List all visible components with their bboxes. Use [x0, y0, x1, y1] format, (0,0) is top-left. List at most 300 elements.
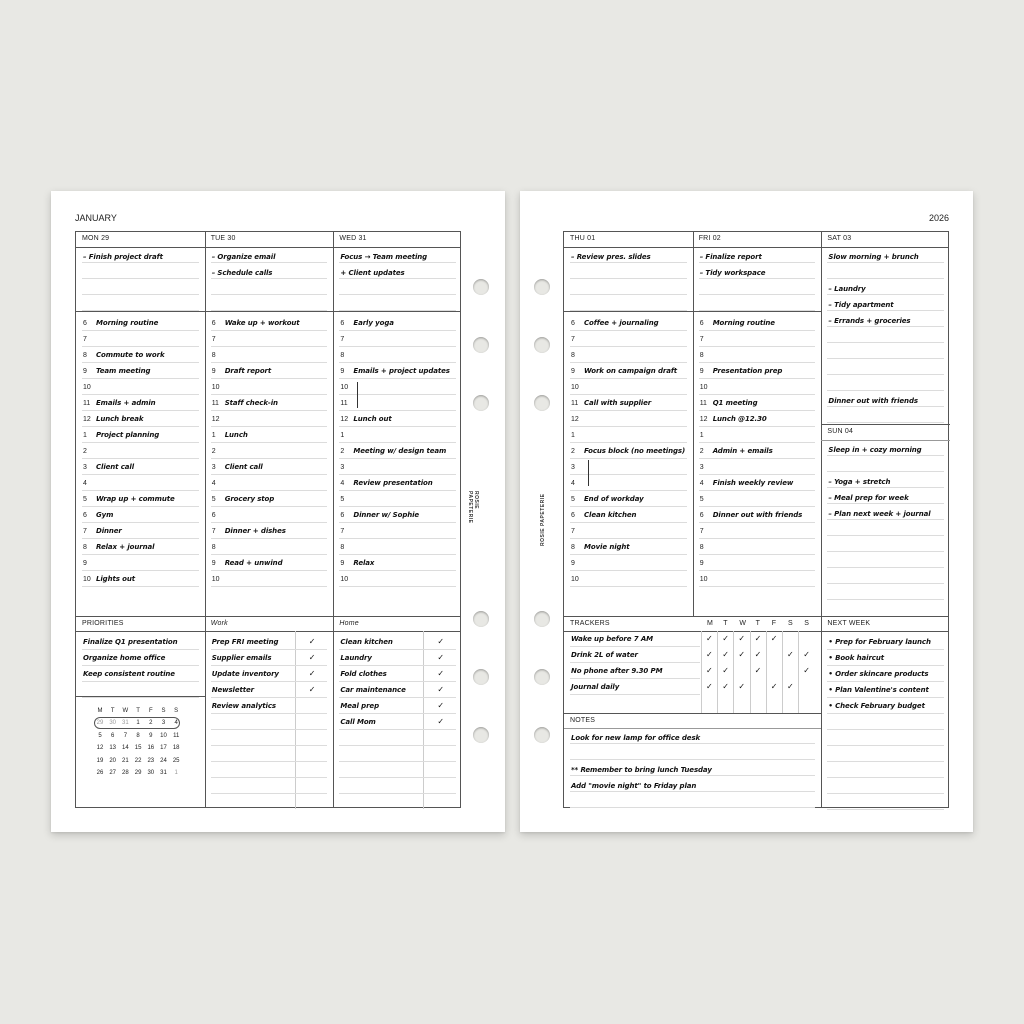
hour-label: 11 [211, 400, 219, 407]
calendar-day[interactable]: 31 [122, 720, 129, 726]
day-note: – Yoga + stretch [828, 478, 891, 486]
calendar-day[interactable]: 29 [96, 720, 104, 726]
hour-label: 8 [699, 544, 704, 551]
calendar-day[interactable]: 24 [160, 757, 167, 764]
rule-line [570, 662, 700, 663]
hour-label: 6 [699, 320, 704, 327]
day-note: – Tidy apartment [828, 301, 894, 309]
divider [564, 247, 948, 248]
tracker-col [733, 631, 734, 713]
calendar-day[interactable]: 11 [173, 732, 180, 739]
rule-line [570, 490, 687, 491]
task-item: Clean kitchen [340, 638, 393, 646]
rule-line [827, 583, 944, 584]
rule-line [82, 474, 199, 475]
binder-hole [534, 611, 550, 627]
rule-line [339, 745, 456, 746]
day-header: MON 29 [82, 235, 110, 242]
hour-entry: Presentation prep [712, 367, 783, 375]
rule-line [339, 665, 456, 666]
hour-label: 5 [571, 496, 575, 503]
rule-line [82, 394, 199, 395]
rule-line [339, 713, 456, 714]
rule-line [211, 378, 328, 379]
rule-line [211, 745, 328, 746]
trackers-header: TRACKERS [570, 620, 610, 627]
rule-line [570, 378, 687, 379]
rule-line [570, 294, 687, 295]
rule-line [827, 326, 944, 327]
hour-label: 5 [699, 496, 704, 503]
rule-line [211, 649, 328, 650]
hour-label: 7 [571, 528, 575, 535]
rule-line [570, 538, 687, 539]
hour-label: 8 [83, 352, 87, 359]
divider [693, 232, 694, 616]
calendar-day[interactable]: 18 [172, 745, 180, 751]
hour-label: 8 [699, 352, 704, 359]
rule-line [827, 713, 944, 714]
rule-line [827, 310, 944, 311]
calendar-day[interactable]: 10 [160, 732, 167, 739]
hour-label: 11 [340, 400, 348, 407]
rule-line [339, 697, 456, 698]
rule-line [82, 346, 199, 347]
hour-entry: Dinner out with friends [712, 511, 803, 519]
tracker-check: ✓ [722, 650, 729, 659]
rule-line [339, 346, 456, 347]
divider [821, 424, 950, 425]
rule-line [82, 362, 199, 363]
hour-entry: Clean kitchen [584, 511, 637, 519]
day-note: – Plan next week + journal [828, 510, 931, 518]
rule-line [339, 490, 456, 491]
tracker-label: Journal daily [571, 683, 620, 691]
hour-label: 6 [340, 320, 345, 327]
rule-line [339, 681, 456, 682]
rule-line [82, 378, 199, 379]
rule-line [827, 358, 944, 359]
hour-label: 8 [571, 352, 575, 359]
rule-line [827, 599, 944, 600]
hour-label: 4 [571, 480, 575, 487]
check-mark: ✓ [437, 717, 445, 726]
calendar-weekday: W [122, 708, 129, 714]
hour-label: 3 [211, 464, 216, 471]
tracker-check: ✓ [706, 650, 713, 659]
hour-entry: End of workday [584, 495, 644, 503]
hour-label: 6 [83, 512, 87, 519]
rule-line [699, 426, 816, 427]
rule-line [827, 374, 944, 375]
hour-entry: Staff check-in [224, 399, 278, 407]
hour-label: 7 [83, 336, 87, 343]
hour-label: 4 [340, 480, 345, 487]
rule-line [339, 262, 456, 263]
hour-entry: Review presentation [353, 479, 433, 487]
rule-line [82, 410, 199, 411]
day-note: – Laundry [828, 285, 866, 293]
tracker-check: ✓ [706, 682, 713, 691]
rule-line [570, 442, 687, 443]
divider [205, 232, 206, 807]
hour-label: 1 [83, 432, 87, 439]
hour-label: 8 [340, 544, 345, 551]
calendar-day[interactable]: 30 [147, 770, 155, 776]
tracker-check: ✓ [722, 666, 729, 675]
calendar-day[interactable]: 29 [134, 770, 142, 776]
tracker-check: ✓ [722, 634, 729, 643]
hour-label: 10 [340, 384, 349, 391]
rule-line [827, 294, 944, 295]
hour-label: 9 [340, 560, 345, 567]
calendar-weekday: S [161, 708, 166, 714]
hour-label: 5 [211, 496, 216, 503]
calendar-day[interactable]: 23 [147, 757, 155, 764]
rule-line [570, 330, 687, 331]
rule-line [570, 262, 687, 263]
task-item: Supplier emails [211, 654, 272, 662]
calendar-day[interactable]: 28 [122, 770, 129, 776]
rule-line [699, 538, 816, 539]
calendar-day[interactable]: 20 [109, 757, 117, 764]
tracker-check: ✓ [754, 634, 762, 643]
rule-line [827, 551, 944, 552]
calendar-weekday: T [136, 708, 140, 714]
rule-line [827, 793, 944, 794]
calendar-day[interactable]: 9 [149, 732, 153, 739]
task-item: Car maintenance [340, 686, 406, 694]
calendar-day[interactable]: 30 [109, 720, 117, 726]
tracker-day: S [804, 620, 810, 627]
rule-line [211, 554, 328, 555]
divider [76, 616, 460, 617]
calendar-day[interactable]: 25 [172, 757, 180, 764]
calendar-day[interactable]: 1 [136, 720, 140, 726]
rule-line [211, 262, 328, 263]
divider [564, 631, 948, 632]
divider [564, 616, 948, 617]
calendar-day[interactable]: 5 [98, 732, 102, 739]
rule-line [82, 586, 199, 587]
rule-line [339, 522, 456, 523]
hour-label: 1 [211, 432, 216, 439]
month-title: JANUARY [75, 213, 117, 223]
tracker-check: ✓ [770, 682, 778, 691]
tracker-check: ✓ [787, 650, 794, 659]
calendar-day[interactable]: 6 [111, 732, 115, 739]
rule-line [82, 490, 199, 491]
task-item: Laundry [340, 654, 372, 662]
rule-line [699, 474, 816, 475]
tracker-check: ✓ [787, 682, 794, 691]
rule-line [82, 278, 199, 279]
divider [76, 247, 460, 248]
rule-line [211, 522, 328, 523]
note-item: Look for new lamp for office desk [571, 734, 701, 742]
hour-label: 6 [83, 320, 87, 327]
rule-line [211, 761, 328, 762]
rule-line [570, 506, 687, 507]
divider [564, 713, 821, 714]
rule-line [339, 777, 456, 778]
next-week-item: • Check February budget [828, 702, 925, 710]
tracker-day: M [707, 620, 714, 627]
divider [76, 696, 205, 697]
calendar-day[interactable]: 13 [109, 745, 117, 751]
tracker-col [766, 631, 767, 713]
hour-label: 10 [211, 576, 220, 583]
hour-label: 9 [340, 368, 345, 375]
hour-label: 8 [211, 352, 216, 359]
tracker-col [717, 631, 718, 713]
calendar-day[interactable]: 4 [174, 720, 178, 726]
hour-entry: Dinner w/ Sophie [353, 511, 420, 519]
hour-entry: Dinner [96, 527, 122, 535]
rule-line [570, 426, 687, 427]
hour-entry: Wake up + workout [224, 319, 300, 327]
list-header: Work [210, 620, 228, 627]
hour-label: 6 [571, 320, 575, 327]
rule-line [339, 729, 456, 730]
tracker-day: F [771, 620, 777, 627]
tracker-check: ✓ [706, 666, 713, 675]
hour-label: 7 [699, 528, 704, 535]
rule-line [82, 506, 199, 507]
rule-line [570, 646, 700, 647]
calendar-day[interactable]: 21 [122, 757, 129, 764]
calendar-weekday: F [148, 708, 153, 714]
rule-line [827, 567, 944, 568]
check-mark: ✓ [308, 685, 316, 694]
hour-label: 7 [83, 528, 87, 535]
calendar-day[interactable]: 8 [136, 732, 140, 739]
calendar-day[interactable]: 16 [147, 745, 155, 751]
tracker-check: ✓ [754, 650, 762, 659]
rule-line [699, 442, 816, 443]
rule-line [211, 713, 328, 714]
hour-label: 12 [211, 416, 220, 423]
priorities-header: PRIORITIES [82, 620, 124, 627]
hour-label: 10 [699, 576, 708, 583]
rule-line [570, 694, 700, 695]
binder-hole [534, 669, 550, 685]
tracker-day: S [788, 620, 793, 627]
hour-label: 10 [571, 576, 579, 583]
rule-line [570, 394, 687, 395]
calendar-day[interactable]: 7 [123, 732, 128, 739]
tracker-day: T [723, 620, 728, 627]
hour-entry: Gym [96, 511, 114, 519]
binder-hole [473, 337, 489, 353]
rule-line [211, 777, 328, 778]
priority-item: Keep consistent routine [83, 670, 175, 678]
rule-line [827, 406, 944, 407]
divider [295, 631, 296, 809]
hour-entry: Q1 meeting [712, 399, 758, 407]
day-note: Slow morning + brunch [828, 253, 919, 261]
rule-line [211, 474, 328, 475]
planner-page-left [51, 191, 505, 832]
rule-line [82, 426, 199, 427]
day-note: – Finish project draft [83, 253, 163, 261]
hour-entry: Early yoga [353, 319, 394, 327]
hour-entry: Finish weekly review [712, 479, 794, 487]
year-title: 2026 [929, 213, 950, 223]
rule-line [827, 777, 944, 778]
calendar-weekday: M [97, 708, 103, 714]
rule-line [699, 362, 816, 363]
divider [821, 440, 950, 441]
rule-line [82, 649, 199, 650]
rule-line [211, 665, 328, 666]
rule-line [211, 458, 328, 459]
rule-line [699, 490, 816, 491]
rule-line [339, 426, 456, 427]
calendar-day[interactable]: 12 [96, 745, 104, 751]
rule-line [827, 342, 944, 343]
rule-line [699, 278, 816, 279]
tracker-label: No phone after 9.30 PM [571, 667, 663, 675]
hour-label: 11 [571, 400, 579, 407]
binder-hole [473, 727, 489, 743]
divider [821, 232, 822, 807]
calendar-day[interactable]: 15 [134, 745, 142, 751]
week-grid-right [563, 231, 949, 808]
calendar-day[interactable]: 31 [160, 770, 167, 776]
rule-line [827, 278, 944, 279]
hour-label: 8 [211, 544, 216, 551]
check-mark: ✓ [437, 653, 445, 662]
rule-line [339, 649, 456, 650]
next-week-item: • Plan Valentine's content [828, 686, 929, 694]
rule-line [339, 442, 456, 443]
rule-line [827, 809, 944, 810]
calendar-day[interactable]: 26 [96, 770, 104, 776]
calendar-day[interactable]: 17 [160, 745, 167, 751]
calendar-day[interactable]: 3 [161, 720, 166, 726]
day-note: – Errands + groceries [828, 317, 911, 325]
hour-label: 6 [571, 512, 575, 519]
hour-entry: Relax + journal [96, 543, 155, 551]
hour-entry: Lunch break [96, 415, 144, 423]
rule-line [699, 378, 816, 379]
priority-item: Organize home office [83, 654, 166, 662]
day-note: Focus → Team meeting [340, 253, 428, 261]
check-mark: ✓ [437, 685, 445, 694]
rule-line [339, 378, 456, 379]
calendar-day[interactable]: 19 [96, 757, 104, 764]
hour-label: 9 [211, 368, 216, 375]
rule-line [339, 474, 456, 475]
tracker-day: W [739, 620, 747, 627]
planner-page-right [520, 191, 973, 832]
binder-hole [473, 669, 489, 685]
hour-label: 10 [211, 384, 220, 391]
tracker-check: ✓ [754, 666, 762, 675]
rule-line [339, 761, 456, 762]
rule-line [339, 570, 456, 571]
rule-line [82, 458, 199, 459]
rule-line [211, 506, 328, 507]
check-mark: ✓ [437, 637, 445, 646]
rule-line [699, 294, 816, 295]
binder-hole [473, 395, 489, 411]
task-item: Meal prep [340, 702, 379, 710]
rule-line [570, 458, 687, 459]
rule-line [211, 586, 328, 587]
binder-hole [473, 279, 489, 295]
rule-line [570, 586, 687, 587]
hour-entry: Wrap up + commute [96, 495, 175, 503]
hour-entry: Admin + emails [712, 447, 773, 455]
rule-line [211, 294, 328, 295]
rule-line [827, 681, 944, 682]
rule-line [211, 410, 328, 411]
hour-entry: Relax [353, 559, 375, 567]
rule-line [570, 678, 700, 679]
task-item: Prep FRI meeting [211, 638, 279, 646]
hour-label: 9 [699, 560, 704, 567]
rule-line [570, 775, 815, 776]
day-header: SAT 03 [827, 235, 852, 242]
rule-line [570, 310, 687, 311]
hour-label: 11 [83, 400, 91, 407]
rule-line [82, 554, 199, 555]
calendar-day[interactable]: 27 [109, 770, 117, 776]
hour-label: 9 [83, 368, 87, 375]
hour-entry: Emails + project updates [353, 367, 450, 375]
check-mark: ✓ [308, 653, 316, 662]
calendar-day[interactable]: 22 [134, 757, 142, 764]
day-header: WED 31 [339, 235, 367, 242]
rule-line [699, 346, 816, 347]
calendar-day[interactable]: 14 [122, 745, 129, 751]
calendar-day[interactable]: 1 [174, 770, 178, 776]
rule-line [82, 522, 199, 523]
calendar-day[interactable]: 2 [149, 720, 153, 726]
calendar-weekday: T [110, 708, 115, 714]
rule-line [211, 346, 328, 347]
hour-label: 5 [340, 496, 345, 503]
hour-label: 3 [571, 464, 575, 471]
hour-label: 6 [211, 512, 216, 519]
hour-entry: Client call [224, 463, 263, 471]
rule-line [827, 761, 944, 762]
binder-hole [534, 395, 550, 411]
rule-line [699, 570, 816, 571]
hour-label: 7 [340, 336, 345, 343]
rule-line [570, 554, 687, 555]
hour-label: 7 [211, 528, 216, 535]
rule-line [699, 330, 816, 331]
task-item: Review analytics [211, 702, 276, 710]
hour-label: 1 [340, 432, 345, 439]
hour-label: 8 [340, 352, 345, 359]
hour-label: 9 [571, 560, 575, 567]
rule-line [339, 362, 456, 363]
rule-line [827, 519, 944, 520]
day-header: THU 01 [570, 235, 596, 242]
task-item: Update inventory [211, 670, 279, 678]
rule-line [339, 330, 456, 331]
check-mark: ✓ [437, 669, 445, 678]
rule-line [699, 506, 816, 507]
day-note: – Finalize report [699, 253, 762, 261]
hour-entry: Read + unwind [224, 559, 283, 567]
list-header: Home [339, 620, 359, 627]
hour-label: 3 [340, 464, 345, 471]
